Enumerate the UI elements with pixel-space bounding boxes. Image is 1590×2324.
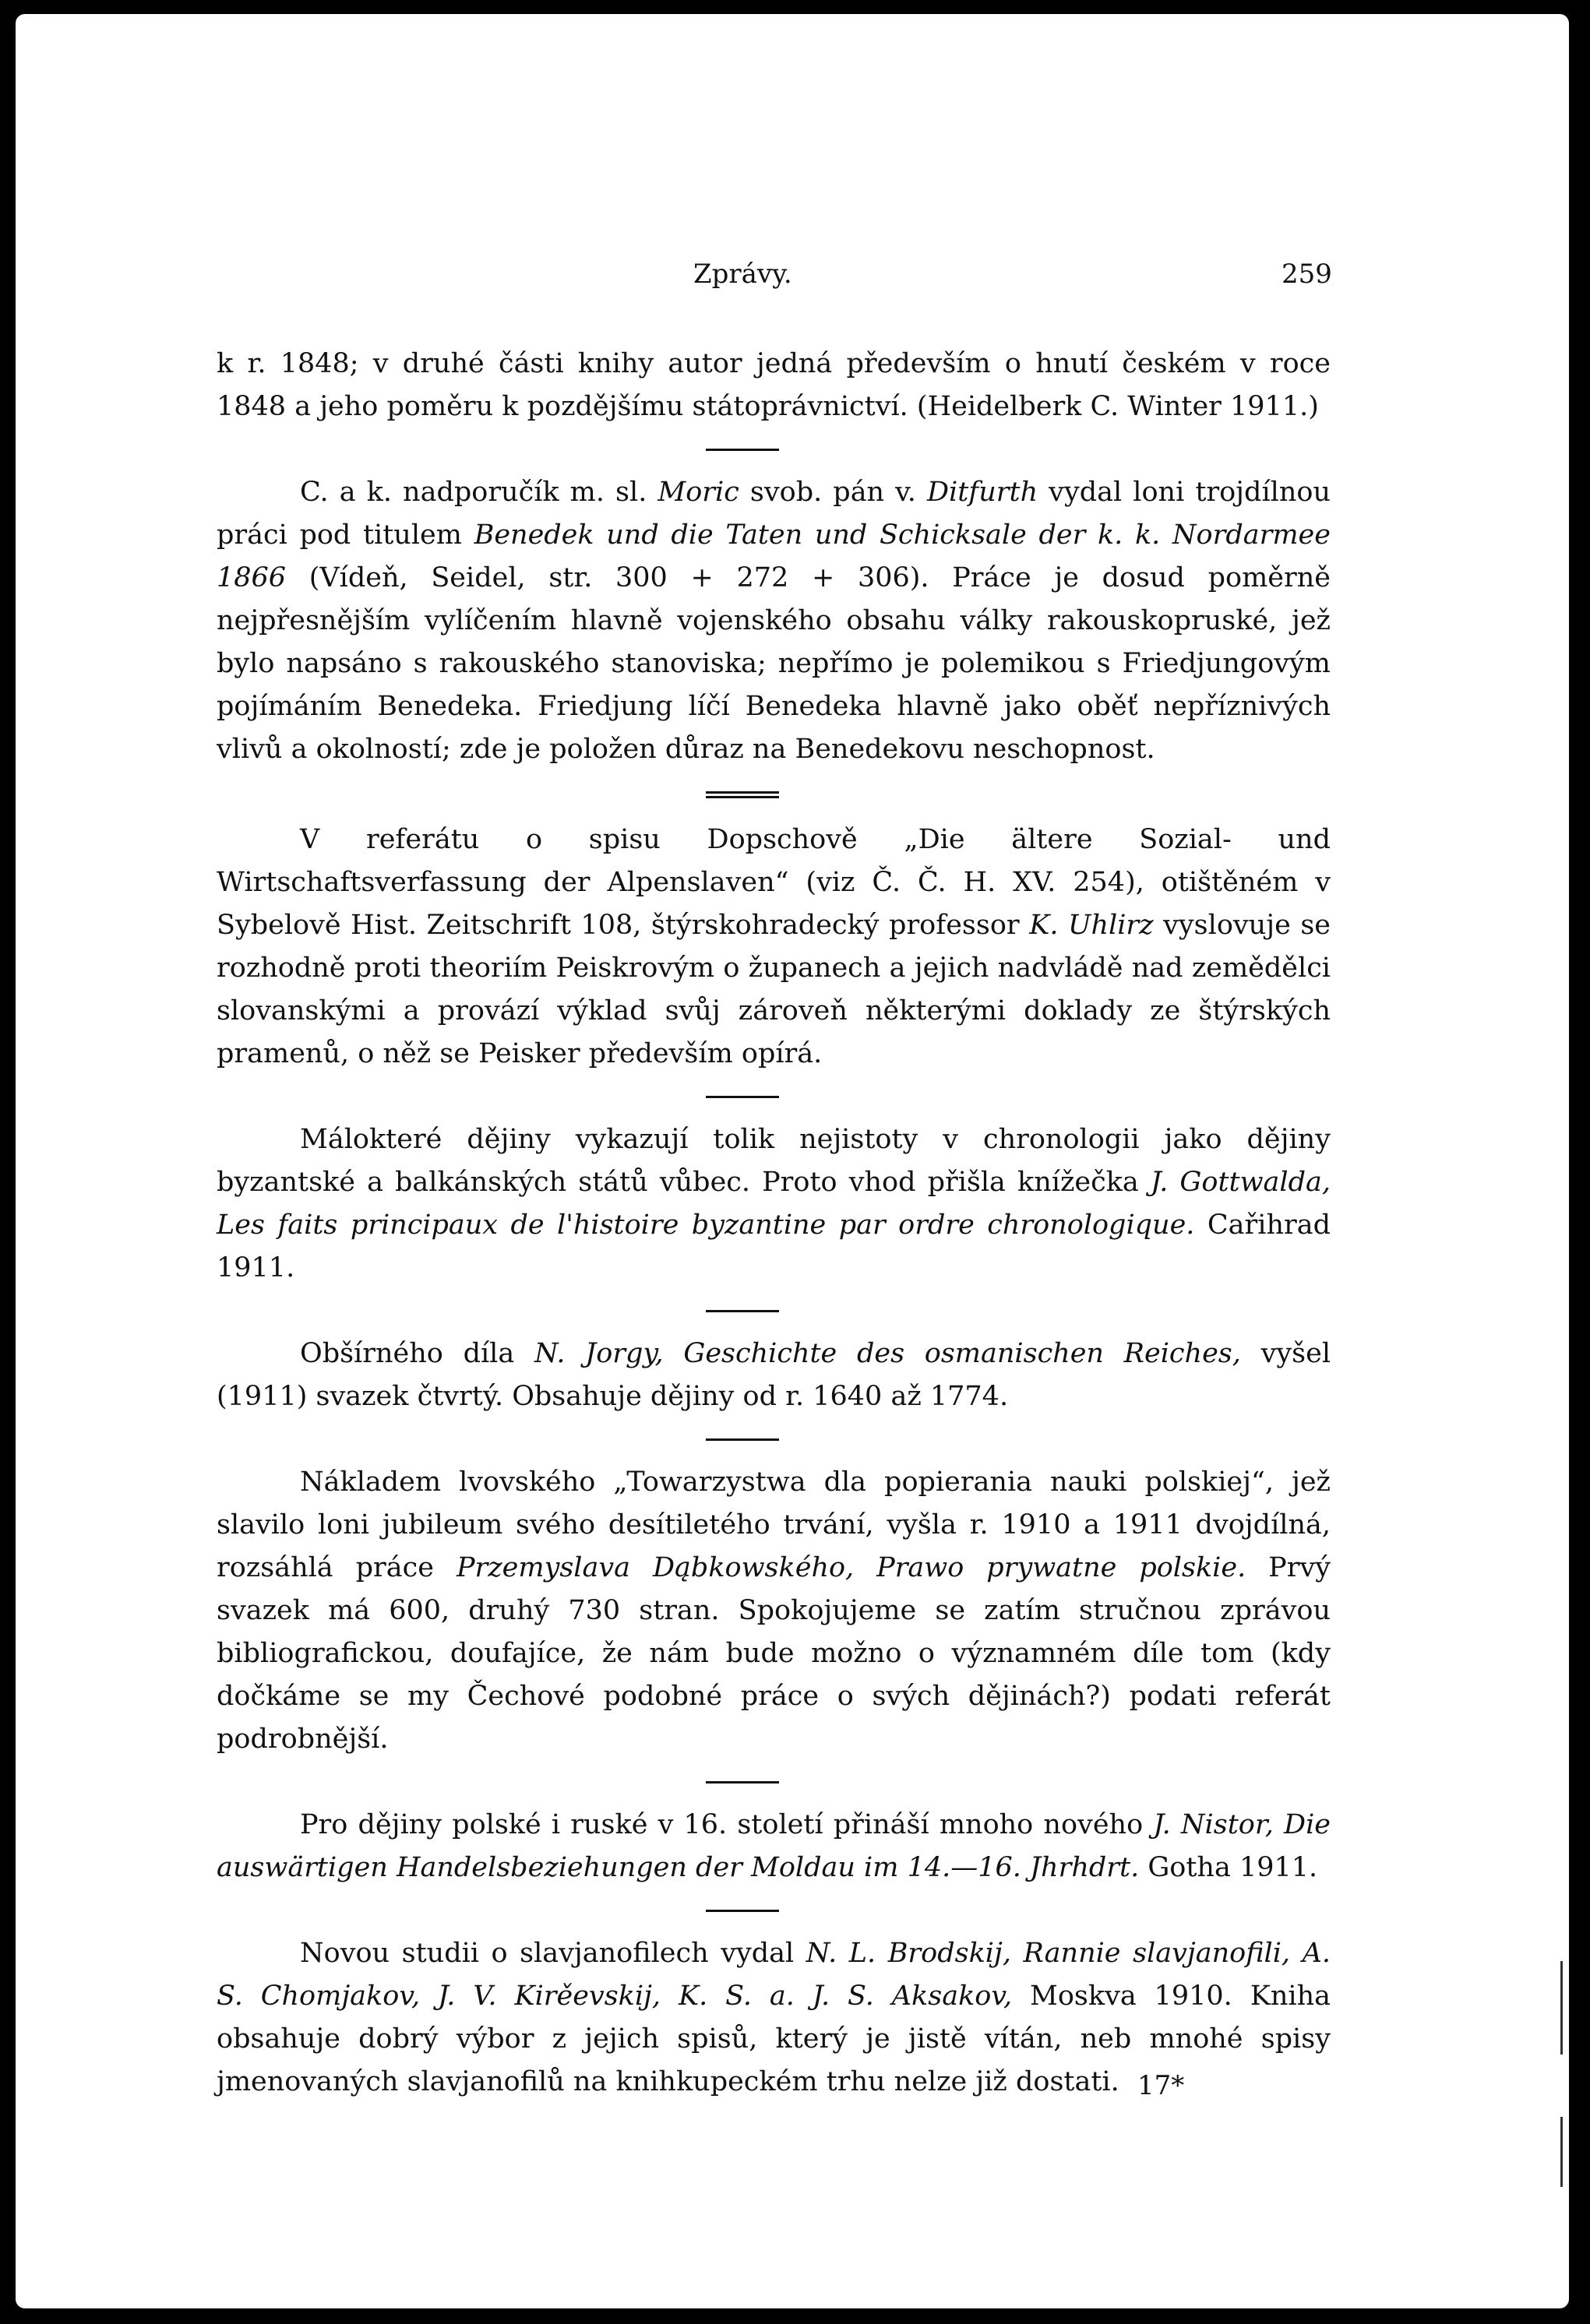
paragraph-dopsch: V referátu o spisu Dopschově „Die ältere Sozial- und Wirtschaftsverfassung der Alpenslaven“ (viz Č. Č. H. XV. 254), otištěném v Sybelově Hist. Zeitschrift 108, štýrskohradecký professor K. Uhlirz vyslovuje se rozhodně proti theoriím Peiskrovým o županech a jejich nadvládě nad zemědělci slovanskými a provází výklad svůj zároveň některými doklady ze štýrských pramenů, o něž se Peisker především opírá. [217, 824, 1331, 1069]
section-divider [706, 1096, 779, 1098]
paragraph-dabkowski: Nákladem lvovského „Towarzystwa dla popierania nauki polskiej“, jež slavilo loni jubileum svého desítiletého trvání, vyšla r. 1910 a 1911 dvojdílná, rozsáhlá práce Przemyslava Dąbkowského, Prawo prywatne polskie. Prvý svazek má 600, druhý 730 stran. Spokojujeme se zatím stručnou zprávou bibliografickou, doufajíce, že nám bude možno o významném díle tom (kdy dočkáme se my Čechové podobné práce o svých dějinách?) podati referát podrobnější. [217, 1467, 1331, 1755]
paragraph-gottwald: Málokteré dějiny vykazují tolik nejistoty v chronologii jako dějiny byzantské a balkánských států vůbec. Proto vhod přišla knížečka J. Gottwalda, Les faits principaux de l'histoire byzantine par ordre chronologique. Cařihrad 1911. [217, 1124, 1331, 1283]
book-page [16, 14, 1569, 2308]
section-divider [706, 1910, 779, 1912]
page-body [217, 343, 1331, 2104]
section-divider [706, 1781, 779, 1783]
section-divider [706, 1310, 779, 1312]
scan-edge-mark [1560, 2117, 1563, 2187]
section-divider-double [706, 791, 779, 798]
section-divider [706, 449, 779, 451]
page-header [16, 259, 1569, 298]
section-divider [706, 1438, 779, 1441]
signature-mark: 17* [1137, 2070, 1185, 2101]
scan-edge-mark [1560, 1961, 1563, 2055]
paragraph-heidelberg: k r. 1848; v druhé části knihy autor jedná především o hnutí českém v roce 1848 a jeho poměru k pozdějšímu státoprávnictví. (Heidelberk C. Winter 1911.) [217, 348, 1331, 422]
paragraph-jorga: Obšírného díla N. Jorgy, Geschichte des osmanischen Reiches, vyšel (1911) svazek čtvrtý. Obsahuje dějiny od r. 1640 až 1774. [217, 1338, 1331, 1412]
paragraph-ditfurth: C. a k. nadporučík m. sl. Moric svob. pán v. Ditfurth vydal loni trojdílnou práci pod titulem Benedek und die Taten und Schicksale der k. k. Nordarmee 1866 (Vídeň, Seidel, str. 300 + 272 + 306). Práce je dosud poměrně nejpřesnějším vylíčením hlavně vojenského obsahu války rakouskopruské, jež bylo napsáno s rakouského stanoviska; nepřímo je polemikou s Friedjungovým pojímáním Benedeka. Friedjung líčí Benedeka hlavně jako oběť nepříznivých vlivů a okolností; zde je položen důraz na Benedekovu neschopnost. [217, 477, 1331, 765]
page-number: 259 [1282, 259, 1332, 290]
running-title: Zprávy. [693, 259, 792, 290]
paragraph-brodskij: Novou studii o slavjanofilech vydal N. L. Brodskij, Rannie slavjanofili, A. S. Chomjakov, J. V. Kirěevskij, K. S. a. J. S. Aksakov, Moskva 1910. Kniha obsahuje dobrý výbor z jejich spisů, který je jistě vítán, neb mnohé spisy jmenovaných slavjanofilů na knihkupeckém trhu nelze již dostati. [217, 1938, 1331, 2097]
paragraph-nistor: Pro dějiny polské i ruské v 16. století přináší mnoho nového J. Nistor, Die auswärtigen Handelsbeziehungen der Moldau im 14.—16. Jhrhdrt. Gotha 1911. [217, 1809, 1331, 1883]
